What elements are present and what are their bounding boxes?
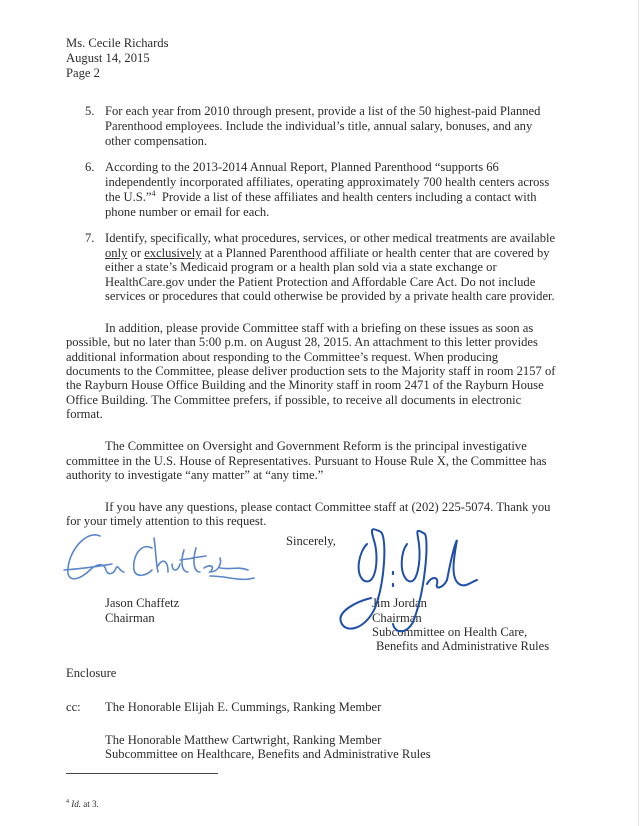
signer-title: Chairman (372, 611, 422, 625)
signer-subcommittee: Benefits and Administrative Rules (376, 639, 550, 653)
item-line: Parenthood employees. Include the individual’s title, annual salary, bonuses, and any (105, 119, 533, 133)
item-line (105, 190, 537, 205)
recipient-name: Ms. Cecile Richards (66, 36, 169, 50)
paragraph-line: authority to investigate “any matter” at “any time.” (66, 468, 324, 482)
chaffetz-signature (60, 528, 260, 600)
footnote-ref: 4 (151, 189, 156, 198)
paragraph-line: The Committee on Oversight and Government Reform is the principal investigative (105, 439, 527, 453)
paragraph-line: the Rayburn House Office Building and the Minority staff in room 2471 of the Rayburn House (66, 378, 544, 392)
cc-recipient: The Honorable Elijah E. Cummings, Ranking Member (105, 700, 382, 714)
paragraph-line: Office Building. The Committee prefers, if possible, to receive all documents in electronic (66, 393, 522, 407)
signature-stroke (340, 529, 384, 628)
signer-name: Jim Jordan (372, 596, 427, 610)
footnote-divider (66, 773, 218, 774)
emphasis-only: only (105, 246, 128, 260)
paragraph-line: If you have any questions, please contact Committee staff at (202) 225-5074. Thank you (105, 500, 551, 514)
item-line: phone number or email for each. (105, 205, 270, 219)
enclosure-note: Enclosure (66, 666, 117, 680)
item-line: Identify, specifically, what procedures, services, or other medical treatments are available (105, 231, 556, 245)
footnote-text: at 3. (81, 799, 99, 809)
paragraph-line: additional information about responding to the Committee’s request. When producing (66, 350, 499, 364)
item-line: independently incorporated affiliates, operating approximately 700 health centers across (105, 175, 550, 189)
closing-salutation: Sincerely, (286, 534, 336, 548)
item-line: For each year from 2010 through present, provide a list of the 50 highest-paid Planned (105, 104, 541, 118)
item-line: other compensation. (105, 134, 208, 148)
paragraph-line: documents to the Committee, please deliver production sets to the Majority staff in room 2157 of (66, 364, 556, 378)
signer-subcommittee: Subcommittee on Health Care, (372, 625, 528, 639)
item-line: services or procedures that could otherwise be provided by a private health care provider. (105, 289, 555, 303)
item-line: either a state’s Medicaid program or a health plan sold via a state exchange or (105, 260, 497, 274)
footnote-marker: 4 (66, 799, 69, 805)
emphasis-exclusively: exclusively (144, 246, 202, 260)
footnote-citation: Id. (71, 799, 81, 809)
page-edge (638, 0, 639, 826)
letter-date: August 14, 2015 (66, 51, 150, 65)
signer-name: Jason Chaffetz (105, 596, 180, 610)
cc-label: cc: (66, 700, 81, 714)
cc-recipient: The Honorable Matthew Cartwright, Ranking Member (105, 733, 382, 747)
item-number: 7. (85, 231, 95, 245)
signature-stroke (393, 531, 477, 631)
paragraph-line: In addition, please provide Committee staff with a briefing on these issues as soon as (105, 321, 534, 335)
item-number: 5. (85, 104, 95, 118)
item-line (105, 246, 550, 261)
item-number: 6. (85, 160, 95, 174)
page-number: Page 2 (66, 66, 100, 80)
signature-stroke (64, 535, 124, 579)
item-text: at a Planned Parenthood affiliate or health center that are covered by (201, 246, 550, 260)
paragraph-line: for your timely attention to this request. (66, 514, 267, 528)
item-line: HealthCare.gov under the Patient Protection and Affordable Care Act. Do not include (105, 275, 536, 289)
signer-title: Chairman (105, 611, 155, 625)
paragraph-line: possible, but no later than 5:00 p.m. on August 28, 2015. An attachment to this letter provides (66, 335, 538, 349)
jordan-signature (335, 522, 485, 642)
cc-recipient-subcommittee: Subcommittee on Healthcare, Benefits and Administrative Rules (105, 747, 431, 761)
item-line: According to the 2013-2014 Annual Report, Planned Parenthood “supports 66 (105, 160, 499, 174)
item-text: or (127, 246, 145, 260)
paragraph-line: format. (66, 407, 103, 421)
footnote (66, 799, 99, 809)
signature-stroke (134, 538, 254, 579)
item-text: Provide a list of these affiliates and health centers including a contact with (155, 190, 537, 204)
paragraph-line: committee in the U.S. House of Representatives. Pursuant to House Rule X, the Committee has (66, 454, 547, 468)
quote-end: the U.S.” (105, 190, 152, 204)
